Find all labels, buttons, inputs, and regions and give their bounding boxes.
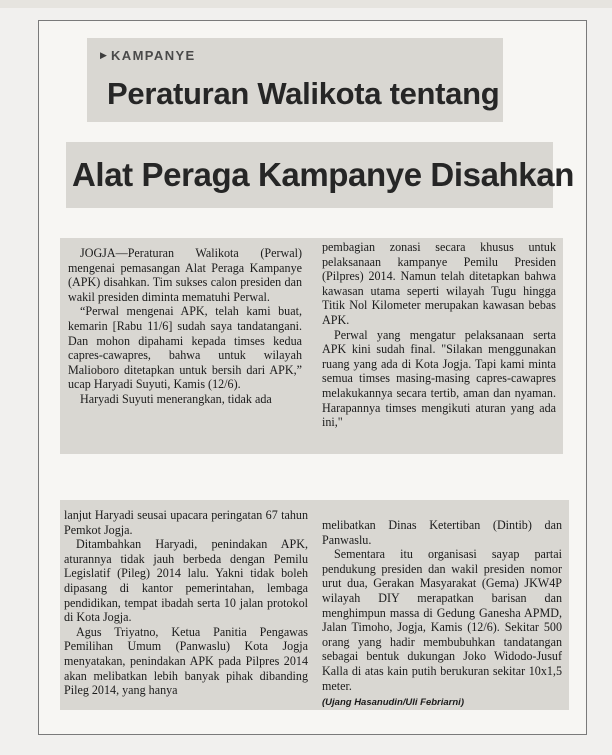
paragraph: JOGJA—Peraturan Walikota (Perwal) mengenai pemasangan Alat Peraga Kampanye (APK) disahkan. Tim sukses calon presiden dan wakil presiden diminta mematuhi Perwal. [68, 246, 302, 304]
paragraph: “Perwal mengenai APK, telah kami buat, kemarin [Rabu 11/6] sudah saya tandatangani. Dan mohon dipahami kepada timses kedua capres-cawapres, bahwa untuk wilayah Malioboro ditetapkan untuk bersih dari APK,” ucap Haryadi Suyuti, Kamis (12/6). [68, 304, 302, 392]
headline-line-2: Alat Peraga Kampanye Disahkan [72, 156, 574, 193]
headline-line-1: Peraturan Walikota tentang [107, 76, 500, 111]
triangle-bullet-icon: ▶ [100, 50, 107, 60]
paragraph: Sementara itu organisasi sayap partai pendukung presiden dan wakil presiden nomor urut dua, Gerakan Masyarakat (Gema) JKW4P wilayah DIY merapatkan barisan dan menghimpun massa di Gedung Ganesha APMD, Jalan Timoho, Jogja, Kamis (12/6). Sekitar 500 orang yang hadir membubuhkan tandatangan sebagai bentuk dukungan Joko Widodo-Jusuf Kalla di atas kain putih berukuran sekitar 10x1,5 meter. [322, 547, 562, 693]
article-block-2 [60, 500, 569, 710]
kicker-label: KAMPANYE [111, 48, 196, 63]
article-column-right [322, 518, 562, 711]
paragraph: lanjut Haryadi seusai upacara peringatan 67 tahun Pemkot Jogja. [64, 508, 308, 537]
paragraph: Ditambahkan Haryadi, penindakan APK, aturannya tidak jauh berbeda dengan Pemilu Legislatif (Pileg) 2014 lalu. Yakni tidak boleh dipasang di kantor pemerintahan, lembaga pendidikan, tempat ibadah serta 10 jalan protokol di Kota Jogja. [64, 537, 308, 625]
kicker-banner [87, 38, 503, 122]
paragraph: Haryadi Suyuti menerangkan, tidak ada [80, 391, 272, 406]
article-column-left [68, 246, 302, 407]
article-column-left [64, 508, 308, 698]
headline-banner [66, 142, 574, 208]
byline-credit: (Ujang Hasanudin/Uli Febriarni) [322, 697, 464, 709]
paragraph: melibatkan Dinas Ketertiban (Dintib) dan Panwaslu. [322, 518, 562, 547]
article-block-1 [60, 238, 563, 454]
article-column-right [322, 240, 556, 430]
paragraph: Perwal yang mengatur pelaksanaan serta APK kini sudah final. "Silakan menggunakan ruang yang ada di Kota Jogja. Tapi kami minta semua timses masing-masing capres-cawapres melakukannya secara tertib, aman dan nyaman. Harapannya timses mengikuti aturan yang ada ini," [322, 327, 556, 430]
paragraph: Agus Triyatno, Ketua Panitia Pengawas Pemilihan Umum (Panwaslu) Kota Jogja menyatakan, penindakan APK pada Pilpres 2014 akan melibatkan lebih banyak pihak dibanding Pileg 2014, yang hanya [64, 624, 308, 698]
paragraph: pembagian zonasi secara khusus untuk pelaksanaan kampanye Pemilu Presiden (Pilpres) 2014. Namun telah ditetapkan bahwa kawasan utama seperti wilayah Tugu hingga Titik Nol Kilometer merupakan kawasan bebas APK. [322, 240, 556, 327]
page-edge [0, 0, 612, 8]
